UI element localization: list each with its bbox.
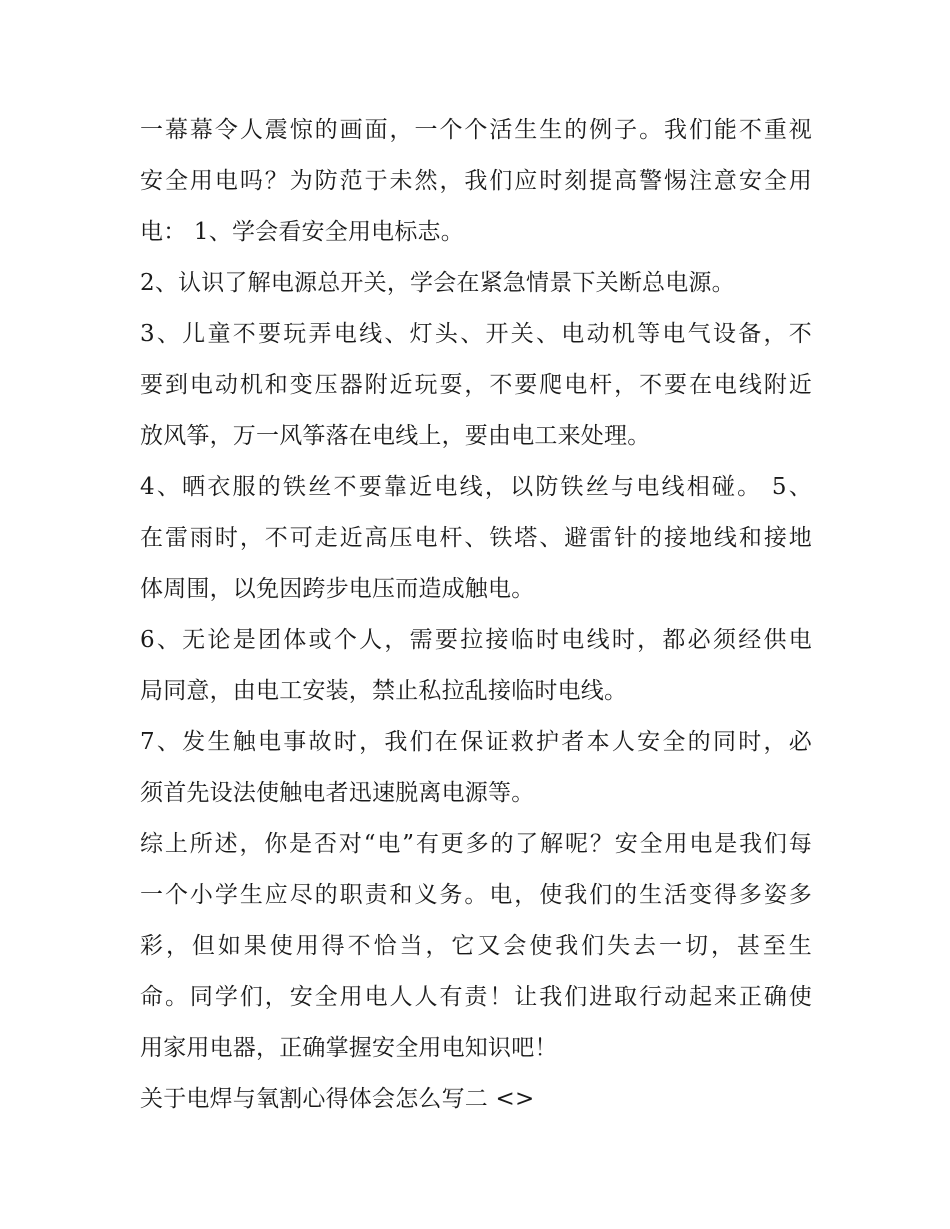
text-line-11: 6、无论是团体或个人，需要拉接临时电线时，都必须经供电 — [140, 627, 812, 653]
document-body — [140, 105, 812, 1125]
text-line-2: 安全用电吗？为防范于未然，我们应时刻提高警惕注意安全用 — [140, 168, 812, 194]
text-line-9: 在雷雨时，不可走近高压电杆、铁塔、避雷针的接地线和接地 — [140, 525, 812, 551]
text-line-20: 关于电焊与氧割心得体会怎么写二 <> — [140, 1086, 535, 1112]
text-line-4: 2、认识了解电源总开关，学会在紧急情景下关断总电源。 — [140, 270, 735, 296]
text-line-18: 命。同学们，安全用电人人有责！让我们进取行动起来正确使 — [140, 984, 812, 1010]
text-line-3: 电： 1、学会看安全用电标志。 — [140, 219, 464, 245]
text-line-16: 一个小学生应尽的职责和义务。电，使我们的生活变得多姿多 — [140, 882, 812, 908]
text-line-12: 局同意，由电工安装，禁止私拉乱接临时电线。 — [140, 678, 628, 704]
text-line-1: 一幕幕令人震惊的画面，一个个活生生的例子。我们能不重视 — [140, 117, 812, 143]
text-line-10: 体周围，以免因跨步电压而造成触电。 — [140, 576, 535, 602]
text-line-13: 7、发生触电事故时，我们在保证救护者本人安全的同时，必 — [140, 729, 812, 755]
text-line-6: 要到电动机和变压器附近玩耍，不要爬电杆，不要在电线附近 — [140, 372, 812, 398]
text-line-7: 放风筝，万一风筝落在电线上，要由电工来处理。 — [140, 423, 651, 449]
text-line-5: 3、儿童不要玩弄电线、灯头、开关、电动机等电气设备，不 — [140, 321, 812, 347]
text-line-8: 4、晒衣服的铁丝不要靠近电线，以防铁丝与电线相碰。 5、 — [140, 474, 812, 500]
text-line-15: 综上所述，你是否对“电”有更多的了解呢？安全用电是我们每 — [140, 831, 812, 857]
text-line-17: 彩，但如果使用得不恰当，它又会使我们失去一切，甚至生 — [140, 933, 812, 959]
text-line-19: 用家用电器，正确掌握安全用电知识吧！ — [140, 1035, 558, 1061]
text-line-14: 须首先设法使触电者迅速脱离电源等。 — [140, 780, 535, 806]
